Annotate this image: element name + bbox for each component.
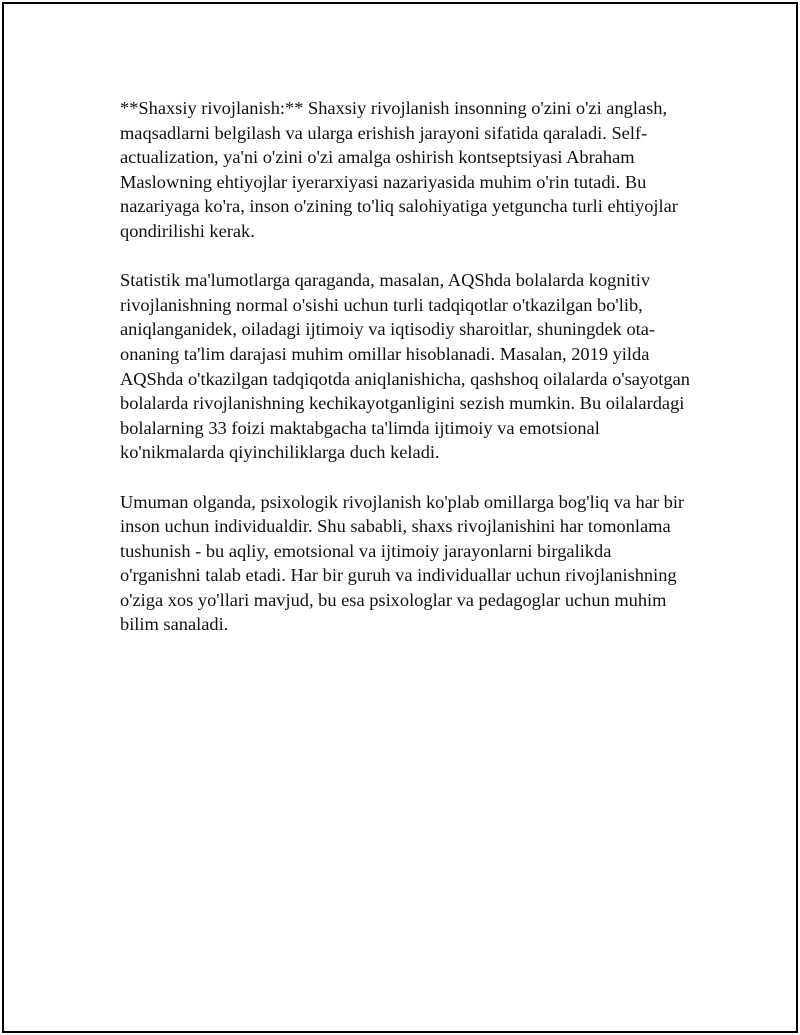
document-page: [2, 2, 798, 1033]
paragraph-conclusion: Umuman olganda, psixologik rivojlanish ko'plab omillarga bog'liq va har bir inson uchun individualdir. Shu sababli, shaxs rivojlanishini har tomonlama tushunish - bu aqliy, emotsional va ijtimoiy jarayonlarni birgalikda o'rganishni talab etadi. Har bir guruh va individuallar uchun rivojlanishning o'ziga xos yo'llari mavjud, bu esa psixologlar va pedagoglar uchun muhim bilim sanaladi.: [120, 491, 685, 635]
document-body: [120, 96, 692, 662]
paragraph-statistics: Statistik ma'lumotlarga qaraganda, masalan, AQShda bolalarda kognitiv rivojlanishning normal o'sishi uchun turli tadqiqotlar o'tkazilgan bo'lib, aniqlanganidek, oiladagi ijtimoiy va iqtisodiy sharoitlar, shuningdek ota-onaning ta'lim darajasi muhim omillar hisoblanadi. Masalan, 2019 yilda AQShda o'tkazilgan tadqiqotda aniqlanishicha, qashshoq oilalarda o'sayotgan bolalarda rivojlanishning kechikayotganligini sezish mumkin. Bu oilalardagi bolalarning 33 foizi maktabgacha ta'limda ijtimoiy va emotsional ko'nikmalarda qiyinchiliklarga duch keladi.: [120, 270, 690, 463]
paragraph-personal-development: **Shaxsiy rivojlanish:** Shaxsiy rivojlanish insonning o'zini o'zi anglash, maqsadlarni belgilash va ularga erishish jarayoni sifatida qaraladi. Self-actualization, ya'ni o'zini o'zi amalga oshirish kontseptsiyasi Abraham Maslowning ehtiyojlar iyerarxiyasi nazariyasida muhim o'rin tutadi. Bu nazariyaga ko'ra, inson o'zining to'liq salohiyatiga yetguncha turli ehtiyojlar qondirilishi kerak.: [120, 98, 678, 241]
